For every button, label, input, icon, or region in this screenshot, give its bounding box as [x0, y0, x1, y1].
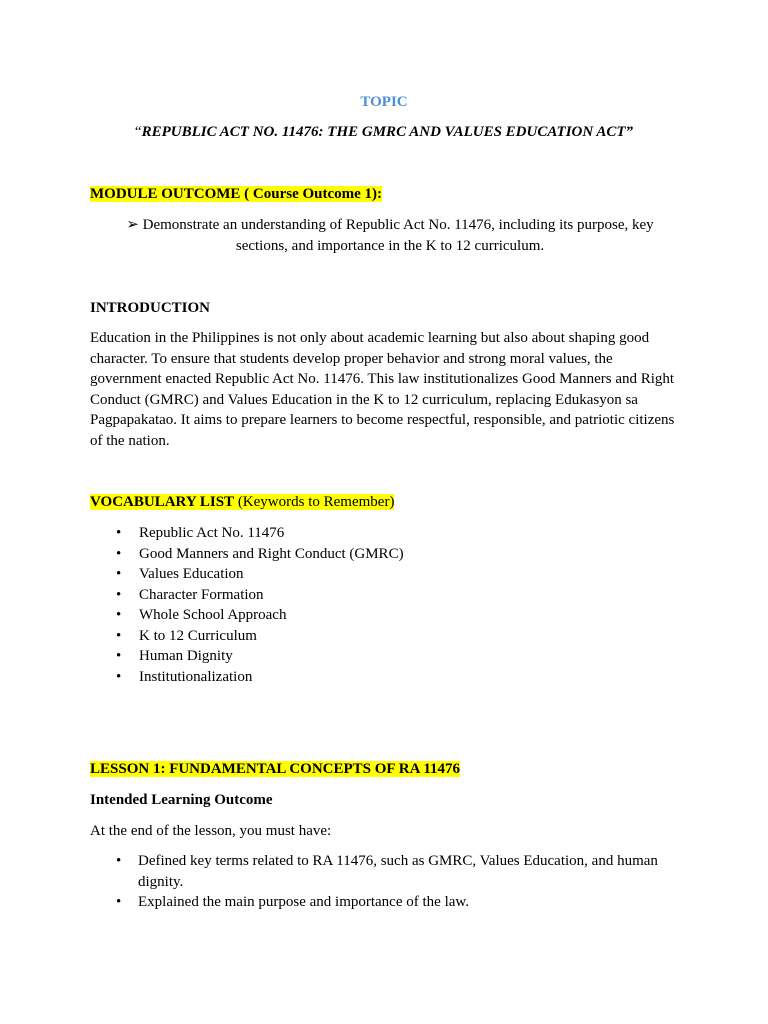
list-item [90, 544, 404, 565]
learning-outcome-text: Explained the main purpose and importance of the law. [138, 894, 470, 910]
module-outcome-statement [110, 215, 670, 256]
vocabulary-subheading-text: (Keywords to Remember) [234, 494, 395, 510]
lesson1-heading-text: LESSON 1: FUNDAMENTAL CONCEPTS OF RA 11476 [90, 761, 461, 777]
vocabulary-heading [90, 492, 394, 513]
vocabulary-item-text: Republic Act No. 11476 [139, 525, 285, 541]
module-outcome-line-1-text: Demonstrate an understanding of Republic Act No. 11476, including its purpose, key [142, 217, 654, 233]
bullet-icon: • [116, 627, 122, 644]
module-outcome-heading-text: MODULE OUTCOME ( Course Outcome 1): [90, 186, 383, 202]
intended-learning-outcome-heading: Intended Learning Outcome [90, 792, 273, 808]
module-outcome-line-1 [110, 215, 670, 236]
title-text: REPUBLIC ACT NO. 11476: THE GMRC AND VALUES EDUCATION ACT” [141, 124, 634, 140]
learning-outcome-list [90, 851, 682, 913]
document-title [0, 122, 768, 143]
list-item [90, 564, 404, 585]
introduction-body: Education in the Philippines is not only about academic learning but also about shaping good character. To ensure that students develop proper behavior and strong moral values, the government enacted Republic Act No. 11476. This law institutionalizes Good Manners and Right Conduct (GMRC) and Values Education in the K to 12 curriculum, replacing Edukasyon sa Pagpapakatao. It aims to prepare learners to become respectful, responsible, and patriotic citizens of the nation. [90, 330, 675, 449]
title-open-quote: “ [134, 124, 142, 140]
lesson1-heading [90, 759, 460, 780]
bullet-icon: • [116, 894, 122, 910]
vocabulary-item-text: Institutionalization [139, 668, 253, 685]
module-outcome-heading [90, 184, 382, 205]
bullet-icon: • [116, 668, 122, 685]
module-outcome-line-2: sections, and importance in the K to 12 curriculum. [235, 237, 545, 254]
lesson1-intro: At the end of the lesson, you must have: [90, 823, 332, 839]
vocabulary-item-text: Character Formation [139, 586, 264, 603]
list-item [90, 523, 404, 544]
list-item [90, 667, 404, 688]
list-item [90, 892, 682, 913]
vocabulary-item-text: Values Education [139, 566, 244, 582]
vocabulary-item-text: K to 12 Curriculum [139, 627, 257, 644]
vocabulary-list [90, 523, 404, 687]
bullet-icon: • [116, 586, 122, 603]
vocabulary-item-text: Good Manners and Right Conduct (GMRC) [139, 545, 404, 562]
topic-label: TOPIC [360, 94, 408, 110]
bullet-icon: • [116, 853, 122, 869]
bullet-icon: • [116, 648, 122, 664]
vocabulary-item-text: Human Dignity [139, 648, 233, 664]
list-item [90, 585, 404, 606]
vocabulary-item-text: Whole School Approach [139, 607, 287, 623]
bullet-icon: • [116, 607, 122, 623]
list-item [90, 646, 404, 667]
bullet-icon: • [116, 566, 122, 582]
list-item [90, 605, 404, 626]
vocabulary-heading-highlight [90, 494, 394, 510]
vocabulary-heading-text: VOCABULARY LIST [90, 494, 235, 510]
list-item [90, 851, 682, 892]
learning-outcome-text: Defined key terms related to RA 11476, such as GMRC, Values Education, and human dignity. [138, 853, 658, 890]
bullet-icon: • [116, 545, 122, 562]
introduction-heading: INTRODUCTION [90, 300, 211, 316]
arrow-bullet-icon: ➢ [126, 217, 139, 233]
bullet-icon: • [116, 525, 122, 541]
list-item [90, 626, 404, 647]
